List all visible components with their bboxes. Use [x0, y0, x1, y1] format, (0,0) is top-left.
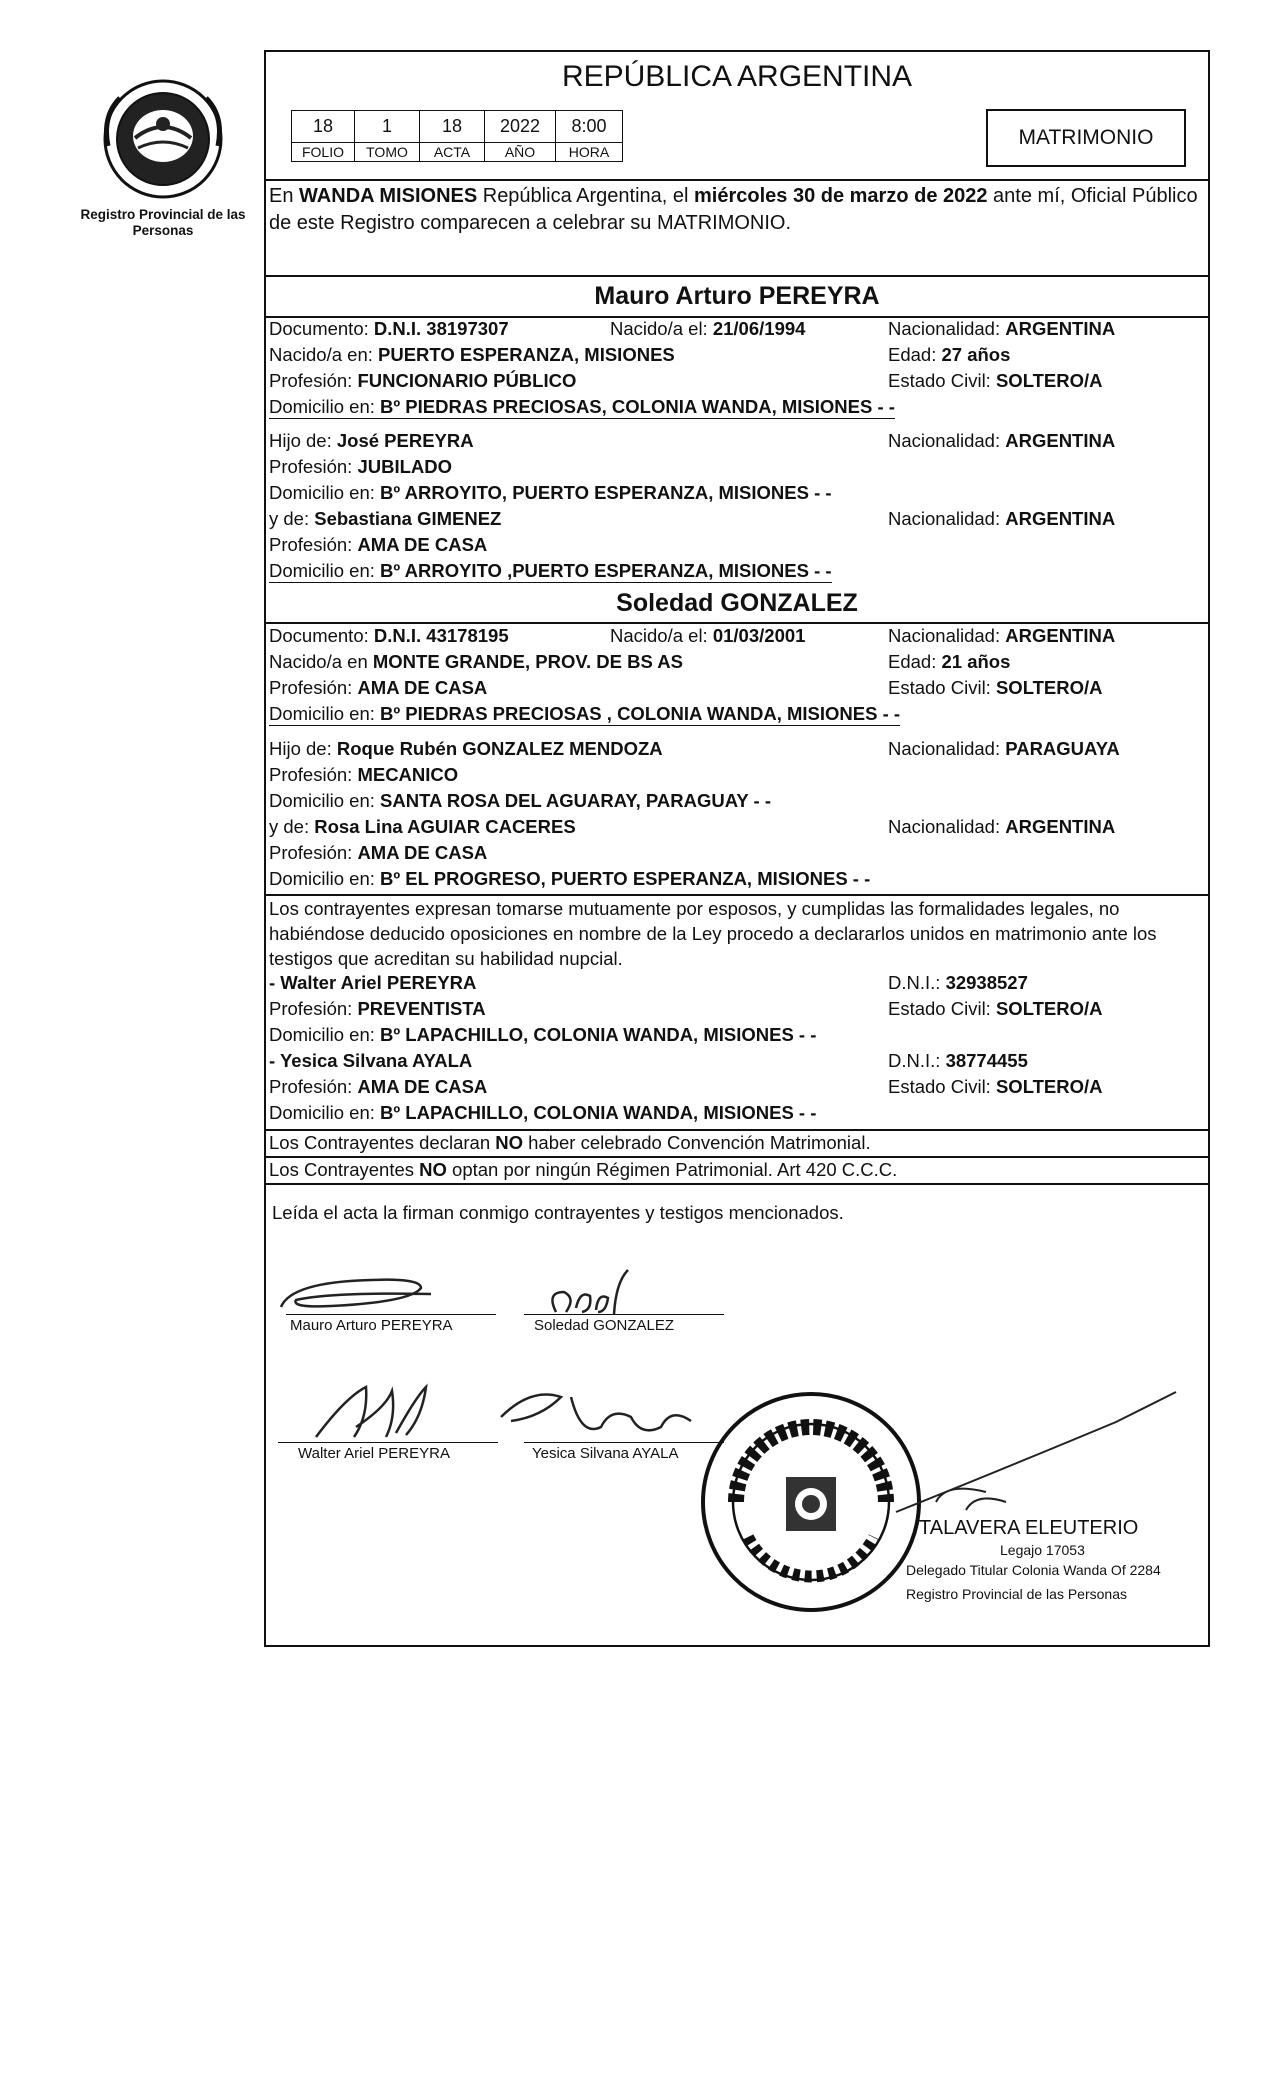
- folio-value: 18: [292, 111, 355, 143]
- acta-value: 18: [420, 111, 485, 143]
- spouse1-document: Documento: D.N.I. 38197307: [269, 318, 509, 339]
- doc-type: MATRIMONIO: [1018, 126, 1154, 149]
- officer-name: TALAVERA ELEUTERIO: [919, 1517, 1139, 1539]
- intro-place: WANDA MISIONES: [299, 185, 478, 207]
- closing-text: Leída el acta la firman conmigo contrayentes y testigos mencionados.: [272, 1202, 844, 1223]
- spouse1-father-profession: Profesión: JUBILADO: [269, 456, 452, 477]
- spouse1-mother-profession: Profesión: AMA DE CASA: [269, 534, 488, 555]
- spouse2-born: Nacido/a el: 01/03/2001: [610, 625, 806, 646]
- spouse2-birthplace: Nacido/a en MONTE GRANDE, PROV. DE BS AS: [269, 651, 683, 672]
- witness1-address: Domicilio en: Bº LAPACHILLO, COLONIA WANDA, MISIONES - -: [269, 1024, 817, 1045]
- doc-type-box: [986, 109, 1186, 167]
- intro-date: miércoles 30 de marzo de 2022: [694, 185, 988, 207]
- ano-label: AÑO: [485, 143, 556, 162]
- ano-value: 2022: [485, 111, 556, 143]
- witness2-address: Domicilio en: Bº LAPACHILLO, COLONIA WANDA, MISIONES - -: [269, 1102, 817, 1123]
- marriage-certificate-form: [264, 50, 1210, 1647]
- spouse1-born: Nacido/a el: 21/06/1994: [610, 318, 806, 339]
- spouse1-civil-status: Estado Civil: SOLTERO/A: [888, 370, 1103, 391]
- note-patrimonial-regime: Los Contrayentes NO optan por ningún Régimen Patrimonial. Art 420 C.C.C.: [269, 1159, 898, 1180]
- witness2-civil-status: Estado Civil: SOLTERO/A: [888, 1076, 1103, 1097]
- witness1-name: - Walter Ariel PEREYRA: [269, 972, 477, 993]
- acta-label: ACTA: [420, 143, 485, 162]
- note-convention: Los Contrayentes declaran NO haber celebrado Convención Matrimonial.: [269, 1132, 871, 1153]
- witness2-name: - Yesica Silvana AYALA: [269, 1050, 473, 1071]
- witness2-dni: D.N.I.: 38774455: [888, 1050, 1028, 1071]
- seal-label: Registro Provincial de las Personas: [80, 207, 246, 238]
- declaration-paragraph: Los contrayentes expresan tomarse mutuamente por esposos, y cumplidas las formalidades legales, no habiéndose deducido oposiciones en nombre de la Ley procedo a declararlos unidos en matrimonio ante los testigos que acreditan su habilidad nupcial.: [269, 898, 1157, 969]
- signature-label-witness1: Walter Ariel PEREYRA: [298, 1445, 450, 1462]
- spouse2-father-nationality: Nacionalidad: PARAGUAYA: [888, 738, 1120, 759]
- signature-label-witness2: Yesica Silvana AYALA: [532, 1445, 679, 1462]
- spouse2-father: Hijo de: Roque Rubén GONZALEZ MENDOZA: [269, 738, 663, 759]
- signature-scribble-officer: [876, 1382, 1196, 1527]
- spouse2-mother-profession: Profesión: AMA DE CASA: [269, 842, 488, 863]
- spouse1-profession: Profesión: FUNCIONARIO PÚBLICO: [269, 370, 577, 391]
- hora-label: HORA: [556, 143, 623, 162]
- spouse2-mother-nationality: Nacionalidad: ARGENTINA: [888, 816, 1116, 837]
- intro-paragraph: En WANDA MISIONES República Argentina, el miércoles 30 de marzo de 2022 ante mí, Oficial Público de este Registro comparecen a celebrar su MATRIMONIO.: [269, 185, 1198, 234]
- witness1-dni: D.N.I.: 32938527: [888, 972, 1028, 993]
- spouse2-age: Edad: 21 años: [888, 651, 1011, 672]
- spouse2-mother-address: Domicilio en: Bº EL PROGRESO, PUERTO ESPERANZA, MISIONES - -: [269, 868, 871, 889]
- provincial-seal: [98, 76, 228, 202]
- spouse1-father-address: Domicilio en: Bº ARROYITO, PUERTO ESPERANZA, MISIONES - -: [269, 482, 832, 503]
- signature-label-spouse2: Soledad GONZALEZ: [534, 1317, 675, 1334]
- spouse1-mother: y de: Sebastiana GIMENEZ: [269, 508, 502, 529]
- tomo-value: 1: [355, 111, 420, 143]
- officer-role: Delegado Titular Colonia Wanda Of 2284: [906, 1562, 1161, 1578]
- spouse1-nationality: Nacionalidad: ARGENTINA: [888, 318, 1116, 339]
- folio-label: FOLIO: [292, 143, 355, 162]
- officer-office: Registro Provincial de las Personas: [906, 1586, 1127, 1602]
- spouse2-father-address: Domicilio en: SANTA ROSA DEL AGUARAY, PARAGUAY - -: [269, 790, 771, 811]
- witness1-profession: Profesión: PREVENTISTA: [269, 998, 486, 1019]
- spouse1-mother-address: Domicilio en: Bº ARROYITO ,PUERTO ESPERANZA, MISIONES - -: [269, 560, 832, 581]
- spouse2-father-profession: Profesión: MECANICO: [269, 764, 459, 785]
- signature-label-spouse1: Mauro Arturo PEREYRA: [290, 1317, 453, 1334]
- hora-value: 8:00: [556, 111, 623, 143]
- spouse1-father: Hijo de: José PEREYRA: [269, 430, 474, 451]
- record-number-table: [291, 110, 623, 162]
- spouse2-nationality: Nacionalidad: ARGENTINA: [888, 625, 1116, 646]
- spouse2-name: Soledad GONZALEZ: [616, 589, 858, 617]
- spouse2-document: Documento: D.N.I. 43178195: [269, 625, 509, 646]
- spouse2-mother: y de: Rosa Lina AGUIAR CACERES: [269, 816, 576, 837]
- spouse1-father-nationality: Nacionalidad: ARGENTINA: [888, 430, 1116, 451]
- spouse1-mother-nationality: Nacionalidad: ARGENTINA: [888, 508, 1116, 529]
- spouse1-name: Mauro Arturo PEREYRA: [594, 282, 880, 310]
- spouse1-age: Edad: 27 años: [888, 344, 1011, 365]
- spouse2-civil-status: Estado Civil: SOLTERO/A: [888, 677, 1103, 698]
- signature-scribble-witness2: [491, 1377, 711, 1452]
- spouse1-address: Domicilio en: Bº PIEDRAS PRECIOSAS, COLONIA WANDA, MISIONES - -: [269, 396, 895, 417]
- spouse2-profession: Profesión: AMA DE CASA: [269, 677, 488, 698]
- document-title: REPÚBLICA ARGENTINA: [561, 60, 913, 93]
- officer-legajo: Legajo 17053: [1000, 1542, 1085, 1558]
- spouse2-address: Domicilio en: Bº PIEDRAS PRECIOSAS , COLONIA WANDA, MISIONES - -: [269, 703, 901, 724]
- witness2-profession: Profesión: AMA DE CASA: [269, 1076, 488, 1097]
- witness1-civil-status: Estado Civil: SOLTERO/A: [888, 998, 1103, 1019]
- spouse1-birthplace: Nacido/a en: PUERTO ESPERANZA, MISIONES: [269, 344, 675, 365]
- signature-scribble-witness1: [296, 1377, 456, 1452]
- tomo-label: TOMO: [355, 143, 420, 162]
